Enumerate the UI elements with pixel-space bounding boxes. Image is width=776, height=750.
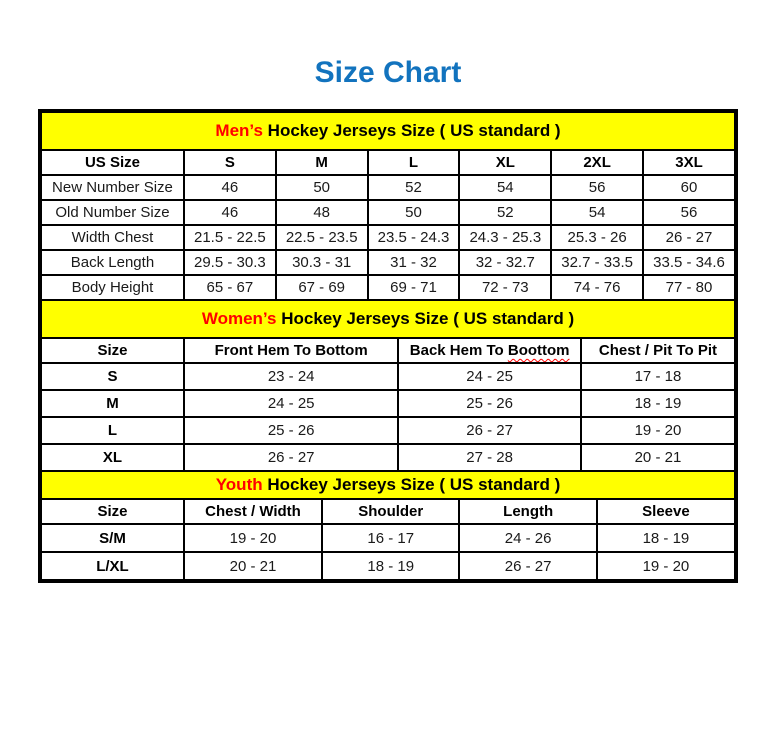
cell: 24 - 26 xyxy=(459,524,596,552)
womens-caption-row xyxy=(41,300,735,338)
youth-size-table xyxy=(40,470,736,581)
table-row xyxy=(41,552,735,580)
cell: 50 xyxy=(368,200,460,225)
cell: 25 - 26 xyxy=(398,390,581,417)
cell: 19 - 20 xyxy=(581,417,735,444)
row-label: Width Chest xyxy=(41,225,184,250)
womens-caption-highlight: Women’s xyxy=(201,309,277,328)
row-label: M xyxy=(41,390,184,417)
cell: 52 xyxy=(368,175,460,200)
cell: 50 xyxy=(276,175,368,200)
cell: 24 - 25 xyxy=(398,363,581,390)
cell: 19 - 20 xyxy=(597,552,735,580)
cell: 23.5 - 24.3 xyxy=(368,225,460,250)
cell: 18 - 19 xyxy=(322,552,459,580)
womens-col-front-hem: Front Hem To Bottom xyxy=(184,338,398,363)
mens-col-us-size: US Size xyxy=(41,150,184,175)
cell: 26 - 27 xyxy=(184,444,398,471)
spellcheck-squiggle-word: Boottom xyxy=(507,342,570,359)
cell: 67 - 69 xyxy=(276,275,368,300)
cell: 19 - 20 xyxy=(184,524,322,552)
cell: 26 - 27 xyxy=(398,417,581,444)
row-label: New Number Size xyxy=(41,175,184,200)
youth-caption-row xyxy=(41,471,735,499)
youth-col-size: Size xyxy=(41,499,184,524)
table-row xyxy=(41,250,735,275)
cell: 25.3 - 26 xyxy=(551,225,643,250)
mens-caption-text: Hockey Jerseys Size ( US standard ) xyxy=(262,121,561,140)
cell: 32 - 32.7 xyxy=(459,250,551,275)
cell: 72 - 73 xyxy=(459,275,551,300)
womens-col-size: Size xyxy=(41,338,184,363)
cell: 20 - 21 xyxy=(184,552,322,580)
row-label: Old Number Size xyxy=(41,200,184,225)
womens-col-back-hem xyxy=(398,338,581,363)
youth-caption xyxy=(41,471,735,499)
cell: 32.7 - 33.5 xyxy=(551,250,643,275)
back-hem-label: Back Hem To xyxy=(409,342,508,359)
row-label: L xyxy=(41,417,184,444)
mens-caption-row xyxy=(41,112,735,150)
mens-col-m: M xyxy=(276,150,368,175)
cell: 52 xyxy=(459,200,551,225)
row-label: L/XL xyxy=(41,552,184,580)
table-row xyxy=(41,363,735,390)
mens-col-s: S xyxy=(184,150,276,175)
page-title: Size Chart xyxy=(314,56,462,89)
cell: 74 - 76 xyxy=(551,275,643,300)
mens-caption xyxy=(41,112,735,150)
cell: 33.5 - 34.6 xyxy=(643,250,735,275)
cell: 46 xyxy=(184,175,276,200)
cell: 77 - 80 xyxy=(643,275,735,300)
womens-size-table xyxy=(40,299,736,472)
youth-col-sleeve: Sleeve xyxy=(597,499,735,524)
cell: 26 - 27 xyxy=(643,225,735,250)
table-row xyxy=(41,524,735,552)
cell: 18 - 19 xyxy=(597,524,735,552)
cell: 26 - 27 xyxy=(459,552,596,580)
mens-header-row xyxy=(41,150,735,175)
youth-col-length: Length xyxy=(459,499,596,524)
table-row xyxy=(41,390,735,417)
table-row xyxy=(41,275,735,300)
cell: 29.5 - 30.3 xyxy=(184,250,276,275)
row-label: Back Length xyxy=(41,250,184,275)
mens-col-2xl: 2XL xyxy=(551,150,643,175)
cell: 54 xyxy=(459,175,551,200)
size-chart xyxy=(38,109,738,583)
cell: 54 xyxy=(551,200,643,225)
womens-caption xyxy=(41,300,735,338)
mens-col-xl: XL xyxy=(459,150,551,175)
youth-col-chest-width: Chest / Width xyxy=(184,499,322,524)
cell: 25 - 26 xyxy=(184,417,398,444)
cell: 24 - 25 xyxy=(184,390,398,417)
womens-header-row xyxy=(41,338,735,363)
table-row xyxy=(41,175,735,200)
womens-caption-text: Hockey Jerseys Size ( US standard ) xyxy=(276,309,575,328)
cell: 16 - 17 xyxy=(322,524,459,552)
youth-col-shoulder: Shoulder xyxy=(322,499,459,524)
cell: 46 xyxy=(184,200,276,225)
row-label: Body Height xyxy=(41,275,184,300)
table-row xyxy=(41,225,735,250)
cell: 60 xyxy=(643,175,735,200)
table-row xyxy=(41,417,735,444)
cell: 20 - 21 xyxy=(581,444,735,471)
row-label: S/M xyxy=(41,524,184,552)
cell: 65 - 67 xyxy=(184,275,276,300)
row-label: XL xyxy=(41,444,184,471)
youth-caption-text: Hockey Jerseys Size ( US standard ) xyxy=(262,475,561,494)
table-row xyxy=(41,444,735,471)
cell: 31 - 32 xyxy=(368,250,460,275)
mens-col-3xl: 3XL xyxy=(643,150,735,175)
cell: 23 - 24 xyxy=(184,363,398,390)
cell: 18 - 19 xyxy=(581,390,735,417)
cell: 17 - 18 xyxy=(581,363,735,390)
youth-header-row xyxy=(41,499,735,524)
womens-col-chest: Chest / Pit To Pit xyxy=(581,338,735,363)
cell: 48 xyxy=(276,200,368,225)
cell: 56 xyxy=(551,175,643,200)
cell: 22.5 - 23.5 xyxy=(276,225,368,250)
table-row xyxy=(41,200,735,225)
mens-caption-highlight: Men’s xyxy=(215,121,263,140)
row-label: S xyxy=(41,363,184,390)
cell: 27 - 28 xyxy=(398,444,581,471)
cell: 24.3 - 25.3 xyxy=(459,225,551,250)
cell: 21.5 - 22.5 xyxy=(184,225,276,250)
cell: 69 - 71 xyxy=(368,275,460,300)
cell: 56 xyxy=(643,200,735,225)
cell: 30.3 - 31 xyxy=(276,250,368,275)
mens-size-table xyxy=(40,111,736,301)
youth-caption-highlight: Youth xyxy=(215,475,263,494)
mens-col-l: L xyxy=(368,150,460,175)
